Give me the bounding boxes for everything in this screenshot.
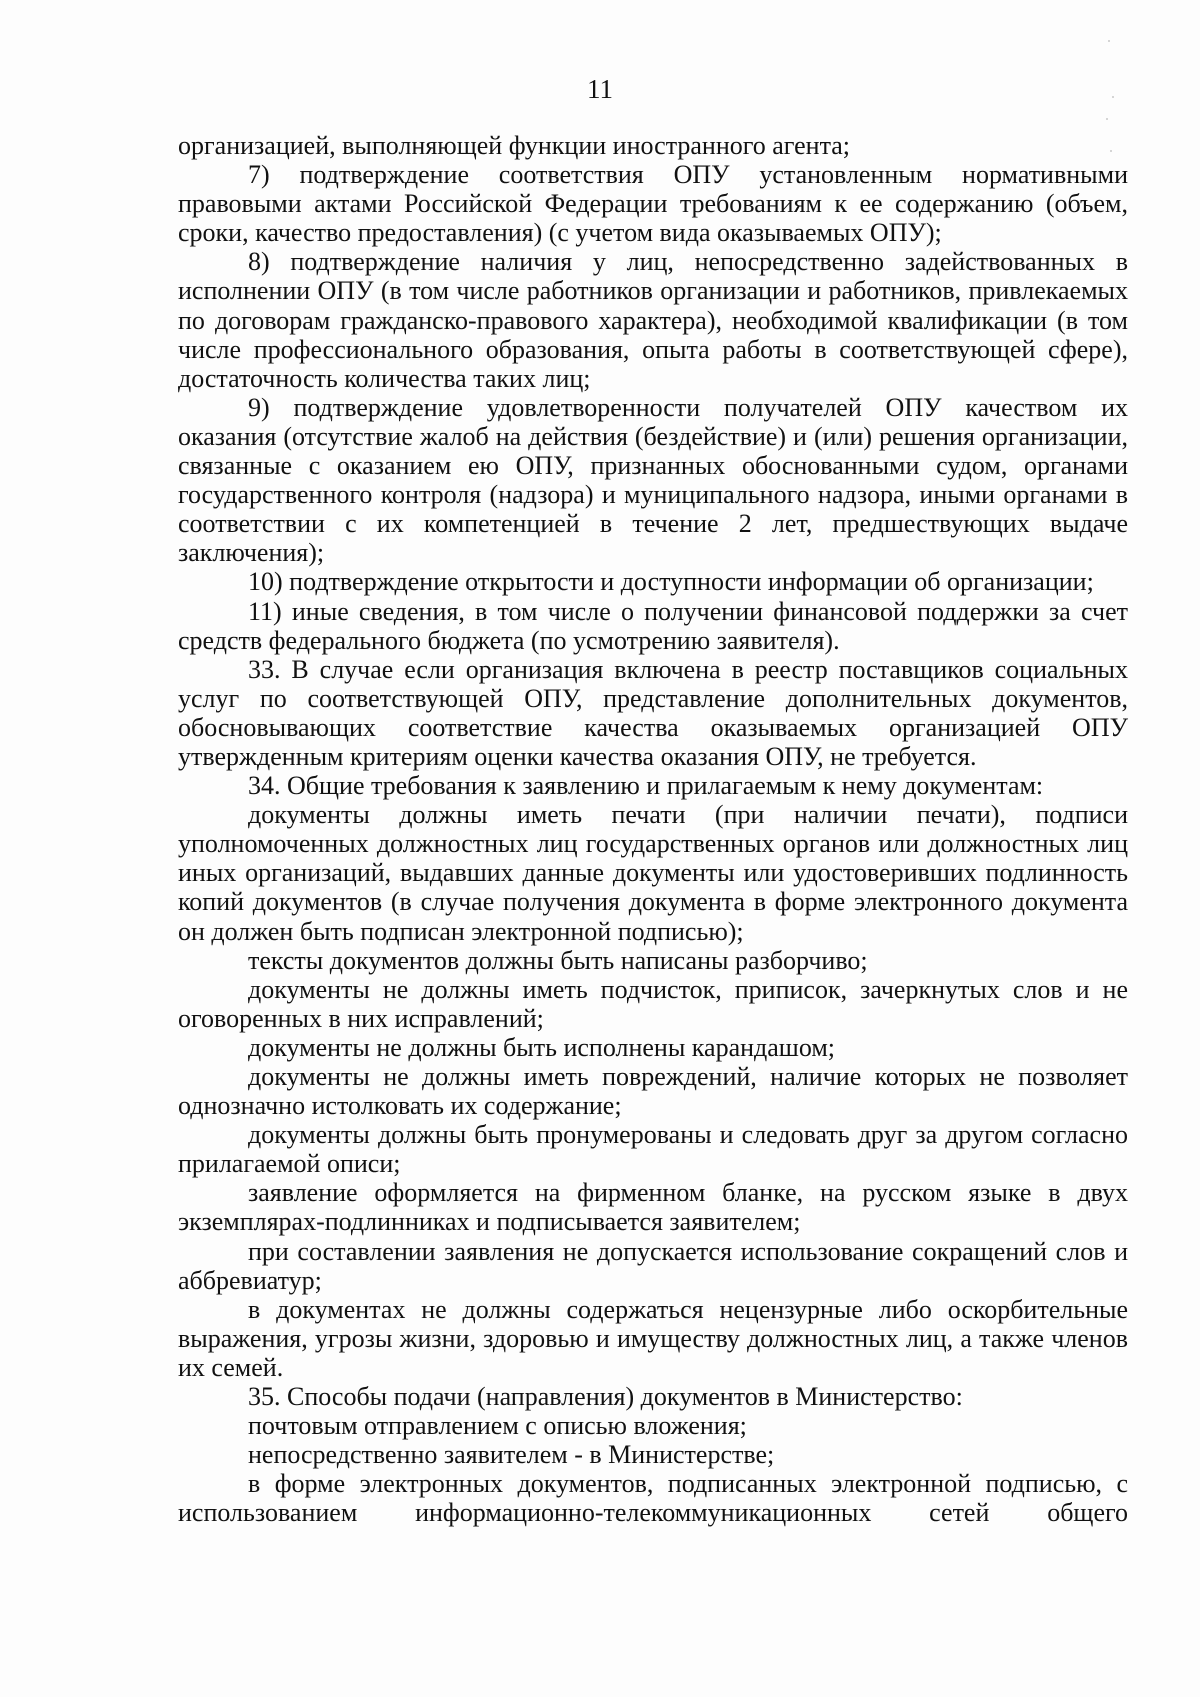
document-body xyxy=(178,131,1128,1528)
paragraph: организацией, выполняющей функции иностранного агента; xyxy=(178,131,851,160)
paragraph: документы не должны быть исполнены карандашом; xyxy=(248,1032,836,1062)
paragraph: 10) подтверждение открытости и доступности информации об организации; xyxy=(248,567,1094,597)
paragraph: непосредственно заявителем - в Министерстве; xyxy=(248,1440,775,1470)
scan-artifact xyxy=(1112,96,1114,98)
paragraph: документы не должны иметь повреждений, наличие которых не позволяет однозначно истолковать их содержание; xyxy=(178,1062,1128,1121)
paragraph: документы должны быть пронумерованы и следовать друг за другом согласно прилагаемой описи; xyxy=(178,1120,1128,1179)
scan-artifact xyxy=(1110,150,1112,152)
paragraph: документы не должны иметь подчисток, приписок, зачеркнутых слов и не оговоренных в них исправлений; xyxy=(178,974,1128,1033)
paragraph: тексты документов должны быть написаны разборчиво; xyxy=(248,945,868,975)
paragraph: 35. Способы подачи (направления) документов в Министерство: xyxy=(248,1382,963,1412)
paragraph: 33. В случае если организация включена в реестр поставщиков социальных услуг по соответствующей ОПУ, представление дополнительных документов, обосновывающих соответствие качества оказываемых организацией ОПУ утвержденным критериям оценки качества оказания ОПУ, не требуется. xyxy=(178,654,1128,771)
paragraph: документы должны иметь печати (при наличии печати), подписи уполномоченных должностных лиц государственных органов или должностных лиц иных организаций, выдавших данные документы или удостоверивших подлинность копий документов (в случае получения документа в форме электронного документа он должен быть подписан электронной подписью); xyxy=(178,800,1128,946)
paragraph-continued: в форме электронных документов, подписанных электронной подписью, с использованием информационно-телекоммуникационных сетей общего xyxy=(178,1469,1128,1528)
scan-artifact xyxy=(1108,40,1110,42)
paragraph: заявление оформляется на фирменном бланке, на русском языке в двух экземплярах-подлинниках и подписывается заявителем; xyxy=(178,1178,1128,1237)
paragraph: 9) подтверждение удовлетворенности получателей ОПУ качеством их оказания (отсутствие жалоб на действия (бездействие) и (или) решения организации, связанные с оказанием ею ОПУ, признанных обоснованными судом, органами государственного контроля (надзора) и муниципального надзора, иными органами в соответствии с их компетенцией в течение 2 лет, предшествующих выдаче заключения); xyxy=(178,392,1128,568)
page-number: 11 xyxy=(587,74,613,104)
paragraph: 11) иные сведения, в том числе о получении финансовой поддержки за счет средств федерального бюджета (по усмотрению заявителя). xyxy=(178,596,1128,655)
paragraph: 7) подтверждение соответствия ОПУ установленным нормативными правовыми актами Российской Федерации требованиям к ее содержанию (объем, сроки, качество предоставления) (с учетом вида оказываемых ОПУ); xyxy=(178,160,1128,248)
scan-artifact xyxy=(1106,118,1108,120)
paragraph: 34. Общие требования к заявлению и прилагаемым к нему документам: xyxy=(248,771,1044,801)
paragraph: почтовым отправлением с описью вложения; xyxy=(248,1411,747,1441)
paragraph: в документах не должны содержаться нецензурные либо оскорбительные выражения, угрозы жизни, здоровью и имуществу должностных лиц, а также членов их семей. xyxy=(178,1294,1128,1382)
paragraph: 8) подтверждение наличия у лиц, непосредственно задействованных в исполнении ОПУ (в том числе работников организации и работников, привлекаемых по договорам гражданско-правового характера), необходимой квалификации (в том числе профессионального образования, опыта работы в соответствующей сфере), достаточность количества таких лиц; xyxy=(178,247,1128,393)
paragraph: при составлении заявления не допускается использование сокращений слов и аббревиатур; xyxy=(178,1236,1128,1295)
